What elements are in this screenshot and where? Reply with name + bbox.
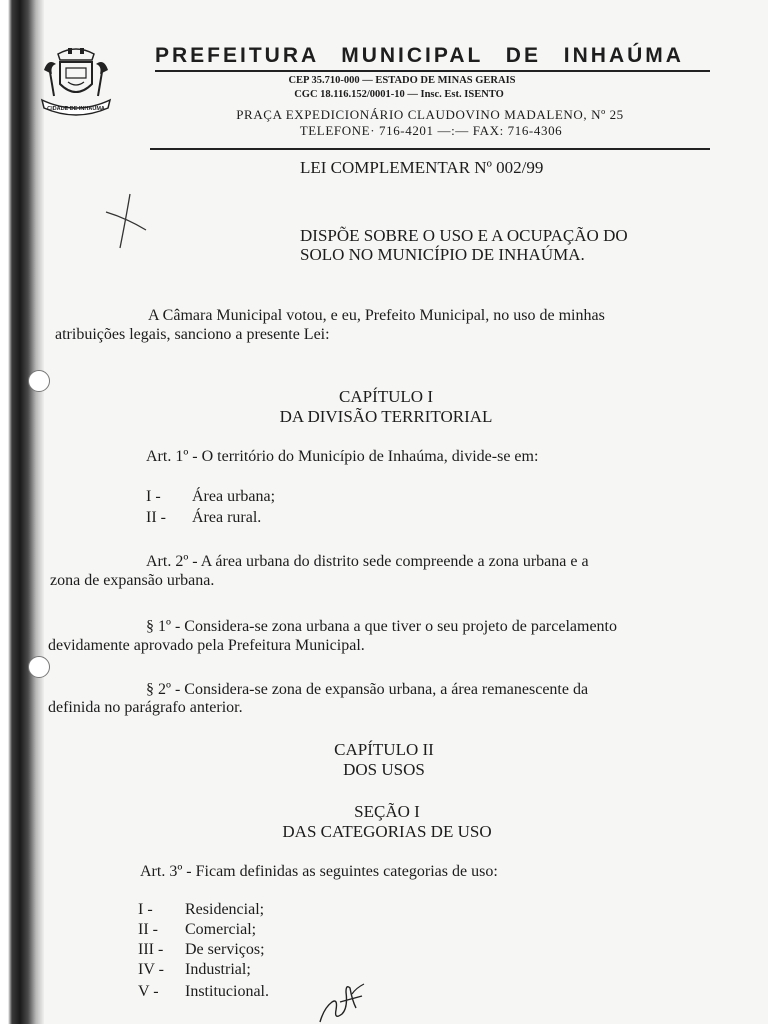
list-item bbox=[146, 509, 261, 527]
handwritten-cross-mark bbox=[100, 190, 160, 250]
paragraph-1-line-2: devidamente aprovado pela Prefeitura Municipal. bbox=[48, 637, 365, 654]
list-item-number: I - bbox=[138, 901, 153, 918]
list-item-number: IV - bbox=[138, 961, 164, 978]
list-item bbox=[138, 941, 265, 959]
law-title: LEI COMPLEMENTAR Nº 002/99 bbox=[300, 158, 544, 177]
list-item-number: I - bbox=[146, 488, 161, 505]
list-item-number: II - bbox=[146, 509, 166, 526]
article-2-line-2: zona de expansão urbana. bbox=[50, 572, 215, 589]
preamble-line-2: atribuições legais, sanciono a presente Lei: bbox=[55, 326, 330, 343]
chapter-1-title: CAPÍTULO I bbox=[339, 387, 433, 406]
list-item-text: Comercial; bbox=[185, 921, 257, 938]
preamble-line-1: A Câmara Municipal votou, e eu, Prefeito Municipal, no uso de minhas bbox=[148, 307, 605, 324]
paragraph-1-line-1: § 1º - Considera-se zona urbana a que tiver o seu projeto de parcelamento bbox=[146, 618, 617, 635]
crest-banner-text: CIDADE DE INHAÚMA bbox=[47, 106, 105, 112]
header-cep-line: CEP 35.710-000 — ESTADO DE MINAS GERAIS bbox=[288, 75, 516, 86]
chapter-2-subtitle: DOS USOS bbox=[343, 760, 425, 779]
punch-hole-bottom bbox=[28, 656, 50, 678]
list-item-text: Residencial; bbox=[185, 901, 265, 918]
paragraph-2-line-1: § 2º - Considera-se zona de expansão urbana, a área remanescente da bbox=[146, 681, 589, 698]
header-rule-top bbox=[155, 70, 710, 72]
article-2-line-1: Art. 2º - A área urbana do distrito sede compreende a zona urbana e a bbox=[146, 553, 589, 570]
article-1: Art. 1º - O território do Município de Inhaúma, divide-se em: bbox=[146, 448, 539, 465]
header-title: PREFEITURA MUNICIPAL DE INHAÚMA bbox=[155, 44, 684, 67]
list-item-text: Área rural. bbox=[192, 509, 262, 526]
chapter-1-subtitle: DA DIVISÃO TERRITORIAL bbox=[279, 407, 493, 426]
header-address-line: PRAÇA EXPEDICIONÁRIO CLAUDOVINO MADALENO, Nº 25 bbox=[236, 107, 624, 122]
handwritten-initials-signature bbox=[312, 978, 372, 1024]
list-item-text: Área urbana; bbox=[192, 488, 276, 505]
paragraph-2-line-2: definida no parágrafo anterior. bbox=[48, 699, 243, 716]
list-item bbox=[138, 921, 256, 939]
header-phone-line: TELEFONE· 716-4201 —:— FAX: 716-4306 bbox=[299, 123, 563, 138]
list-item-number: II - bbox=[138, 921, 158, 938]
chapter-2-title: CAPÍTULO II bbox=[334, 740, 434, 759]
header-cgc-line: CGC 18.116.152/0001-10 — Insc. Est. ISENTO bbox=[294, 89, 504, 100]
section-1-subtitle: DAS CATEGORIAS DE USO bbox=[282, 822, 492, 841]
list-item-text: Institucional. bbox=[185, 983, 269, 1000]
list-item-text: De serviços; bbox=[185, 941, 265, 958]
list-item-number: III - bbox=[138, 941, 164, 958]
list-item-text: Industrial; bbox=[185, 961, 251, 978]
subject-line-1: DISPÕE SOBRE O USO E A OCUPAÇÃO DO bbox=[300, 226, 628, 245]
list-item bbox=[138, 983, 269, 1001]
list-item bbox=[138, 961, 251, 979]
subject-line-2: SOLO NO MUNICÍPIO DE INHAÚMA. bbox=[300, 245, 585, 264]
list-item bbox=[146, 488, 275, 506]
binding-edge-shadow bbox=[0, 0, 44, 1024]
list-item bbox=[138, 901, 264, 919]
article-3: Art. 3º - Ficam definidas as seguintes categorias de uso: bbox=[140, 863, 498, 880]
header-rule-bottom bbox=[150, 148, 710, 150]
list-item-number: V - bbox=[138, 983, 159, 1000]
section-1-title: SEÇÃO I bbox=[354, 802, 420, 821]
